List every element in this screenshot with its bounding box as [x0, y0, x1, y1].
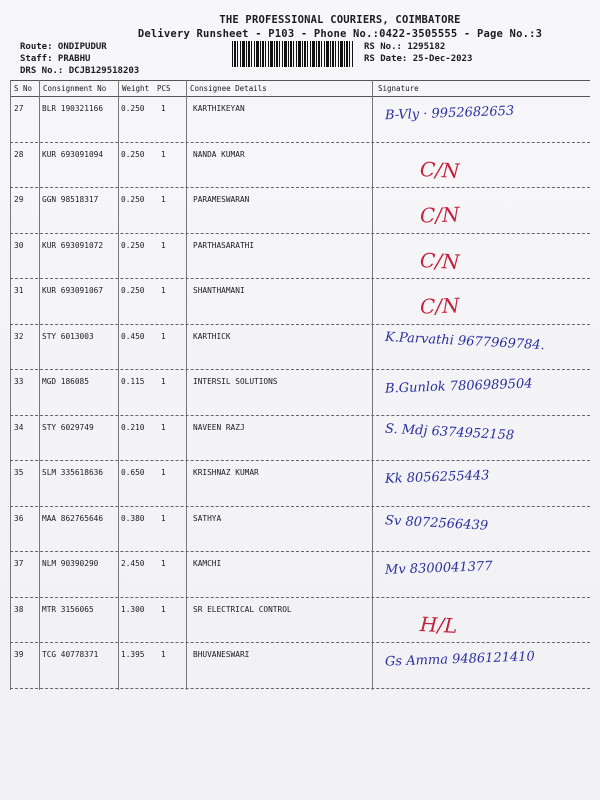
cell-name: INTERSIL SOLUTIONS [193, 377, 278, 386]
signature: Kk 8056255443 [384, 468, 490, 487]
cell-weight: 2.450 [121, 559, 145, 568]
row-divider [10, 142, 590, 143]
cell-cons: MTR 3156065 [42, 604, 94, 614]
signature: C/N [419, 247, 461, 274]
row-divider [10, 460, 590, 461]
cell-cons: KUR 693091067 [42, 286, 104, 295]
cell-sno: 33 [14, 377, 24, 386]
staff-label: Staff: PRABHU [20, 54, 91, 64]
signature: H/L [419, 611, 459, 638]
cell-weight: 0.380 [121, 513, 145, 523]
cell-weight: 0.250 [121, 149, 145, 159]
cell-weight: 0.250 [121, 195, 145, 204]
table-top-rule [10, 80, 590, 81]
signature: K.Parvathi 9677969784. [384, 329, 546, 353]
cell-cons: NLM 90390290 [42, 559, 99, 568]
cell-cons: STY 6029749 [42, 422, 94, 432]
cell-cons: GGN 98518317 [42, 195, 99, 204]
signature: C/N [419, 156, 461, 183]
cell-cons: KUR 693091094 [42, 149, 104, 159]
cell-pcs: 1 [161, 240, 166, 250]
cell-cons: KUR 693091072 [42, 240, 104, 250]
company-title: THE PROFESSIONAL COURIERS, COIMBATORE [219, 14, 461, 26]
cell-cons: MAA 862765646 [42, 513, 104, 523]
cell-name: PARTHASARATHI [193, 240, 255, 250]
cell-cons: TCG 40778371 [42, 650, 99, 659]
row-divider [10, 642, 590, 643]
drs-number: DRS No.: DCJB129518203 [20, 66, 140, 76]
col-signature: Signature [378, 84, 419, 93]
runsheet-title: Delivery Runsheet - P103 - Phone No.:0422-3505555 - Page No.:3 [137, 28, 543, 40]
row-divider [10, 506, 590, 507]
route-label: Route: ONDIPUDUR [20, 42, 107, 52]
cell-weight: 0.650 [121, 468, 145, 477]
col-divider [10, 80, 11, 690]
cell-sno: 35 [14, 468, 24, 477]
row-divider [10, 688, 590, 689]
signature: B-Vly · 9952682653 [384, 103, 515, 124]
cell-sno: 32 [14, 331, 24, 341]
row-divider [10, 187, 590, 188]
cell-sno: 36 [14, 513, 24, 523]
cell-name: SHANTHAMANI [193, 286, 245, 295]
cell-sno: 28 [14, 149, 24, 159]
cell-name: SATHYA [193, 513, 222, 523]
col-divider [186, 80, 187, 690]
cell-pcs: 1 [161, 331, 166, 341]
rs-date: RS Date: 25-Dec-2023 [364, 54, 473, 64]
row-divider [10, 551, 590, 552]
row-divider [10, 369, 590, 370]
col-consignment: Consignment No [43, 84, 107, 93]
cell-name: NAVEEN RAZJ [193, 422, 245, 432]
cell-weight: 0.115 [121, 377, 145, 386]
cell-sno: 37 [14, 559, 24, 568]
cell-sno: 38 [14, 604, 24, 614]
row-divider [10, 597, 590, 598]
cell-weight: 0.210 [121, 422, 145, 432]
col-divider [39, 80, 40, 690]
cell-weight: 0.250 [121, 240, 145, 250]
cell-pcs: 1 [161, 513, 166, 523]
cell-pcs: 1 [161, 286, 166, 295]
col-divider [372, 80, 373, 690]
signature: Gs Amma 9486121410 [384, 649, 536, 670]
cell-sno: 29 [14, 195, 24, 204]
cell-weight: 0.450 [121, 331, 145, 341]
cell-weight: 1.300 [121, 604, 145, 614]
cell-pcs: 1 [161, 104, 166, 113]
cell-name: KRISHNAZ KUMAR [193, 468, 259, 477]
signature: C/N [419, 202, 460, 228]
cell-weight: 0.250 [121, 104, 145, 113]
cell-name: KARTHICK [193, 331, 231, 341]
col-pcs: PCS [157, 84, 171, 93]
cell-pcs: 1 [161, 468, 166, 477]
signature: C/N [419, 293, 460, 319]
cell-name: BHUVANESWARI [193, 650, 250, 659]
cell-cons: SLM 335618636 [42, 468, 104, 477]
cell-pcs: 1 [161, 149, 166, 159]
barcode [232, 41, 354, 67]
cell-sno: 34 [14, 422, 24, 432]
col-divider [118, 80, 119, 690]
row-divider [10, 324, 590, 325]
cell-pcs: 1 [161, 650, 166, 659]
cell-name: SR ELECTRICAL CONTROL [193, 604, 292, 614]
cell-sno: 27 [14, 104, 24, 113]
signature: Mv 8300041377 [384, 559, 493, 578]
signature: B.Gunlok 7806989504 [384, 376, 533, 397]
cell-name: PARAMESWARAN [193, 195, 250, 204]
rs-number: RS No.: 1295182 [364, 42, 446, 52]
cell-pcs: 1 [161, 422, 166, 432]
row-divider [10, 278, 590, 279]
cell-pcs: 1 [161, 559, 166, 568]
cell-pcs: 1 [161, 377, 166, 386]
cell-sno: 31 [14, 286, 24, 295]
cell-sno: 30 [14, 240, 24, 250]
col-weight: Weight [122, 84, 150, 93]
cell-pcs: 1 [161, 604, 166, 614]
cell-cons: BLR 190321166 [42, 104, 104, 113]
cell-name: KARTHIKEYAN [193, 104, 245, 113]
cell-weight: 0.250 [121, 286, 145, 295]
cell-name: KAMCHI [193, 559, 222, 568]
row-divider [10, 415, 590, 416]
cell-sno: 39 [14, 650, 24, 659]
cell-cons: MGD 186085 [42, 377, 89, 386]
cell-weight: 1.395 [121, 650, 145, 659]
col-consignee: Consignee Details [190, 84, 267, 93]
cell-name: NANDA KUMAR [193, 149, 245, 159]
cell-cons: STY 6013003 [42, 331, 94, 341]
col-sno: S No [14, 84, 33, 93]
signature: S. Mdj 6374952158 [384, 421, 515, 443]
signature: Sv 8072566439 [384, 512, 489, 534]
table-header-rule [10, 96, 590, 97]
row-divider [10, 233, 590, 234]
cell-pcs: 1 [161, 195, 166, 204]
